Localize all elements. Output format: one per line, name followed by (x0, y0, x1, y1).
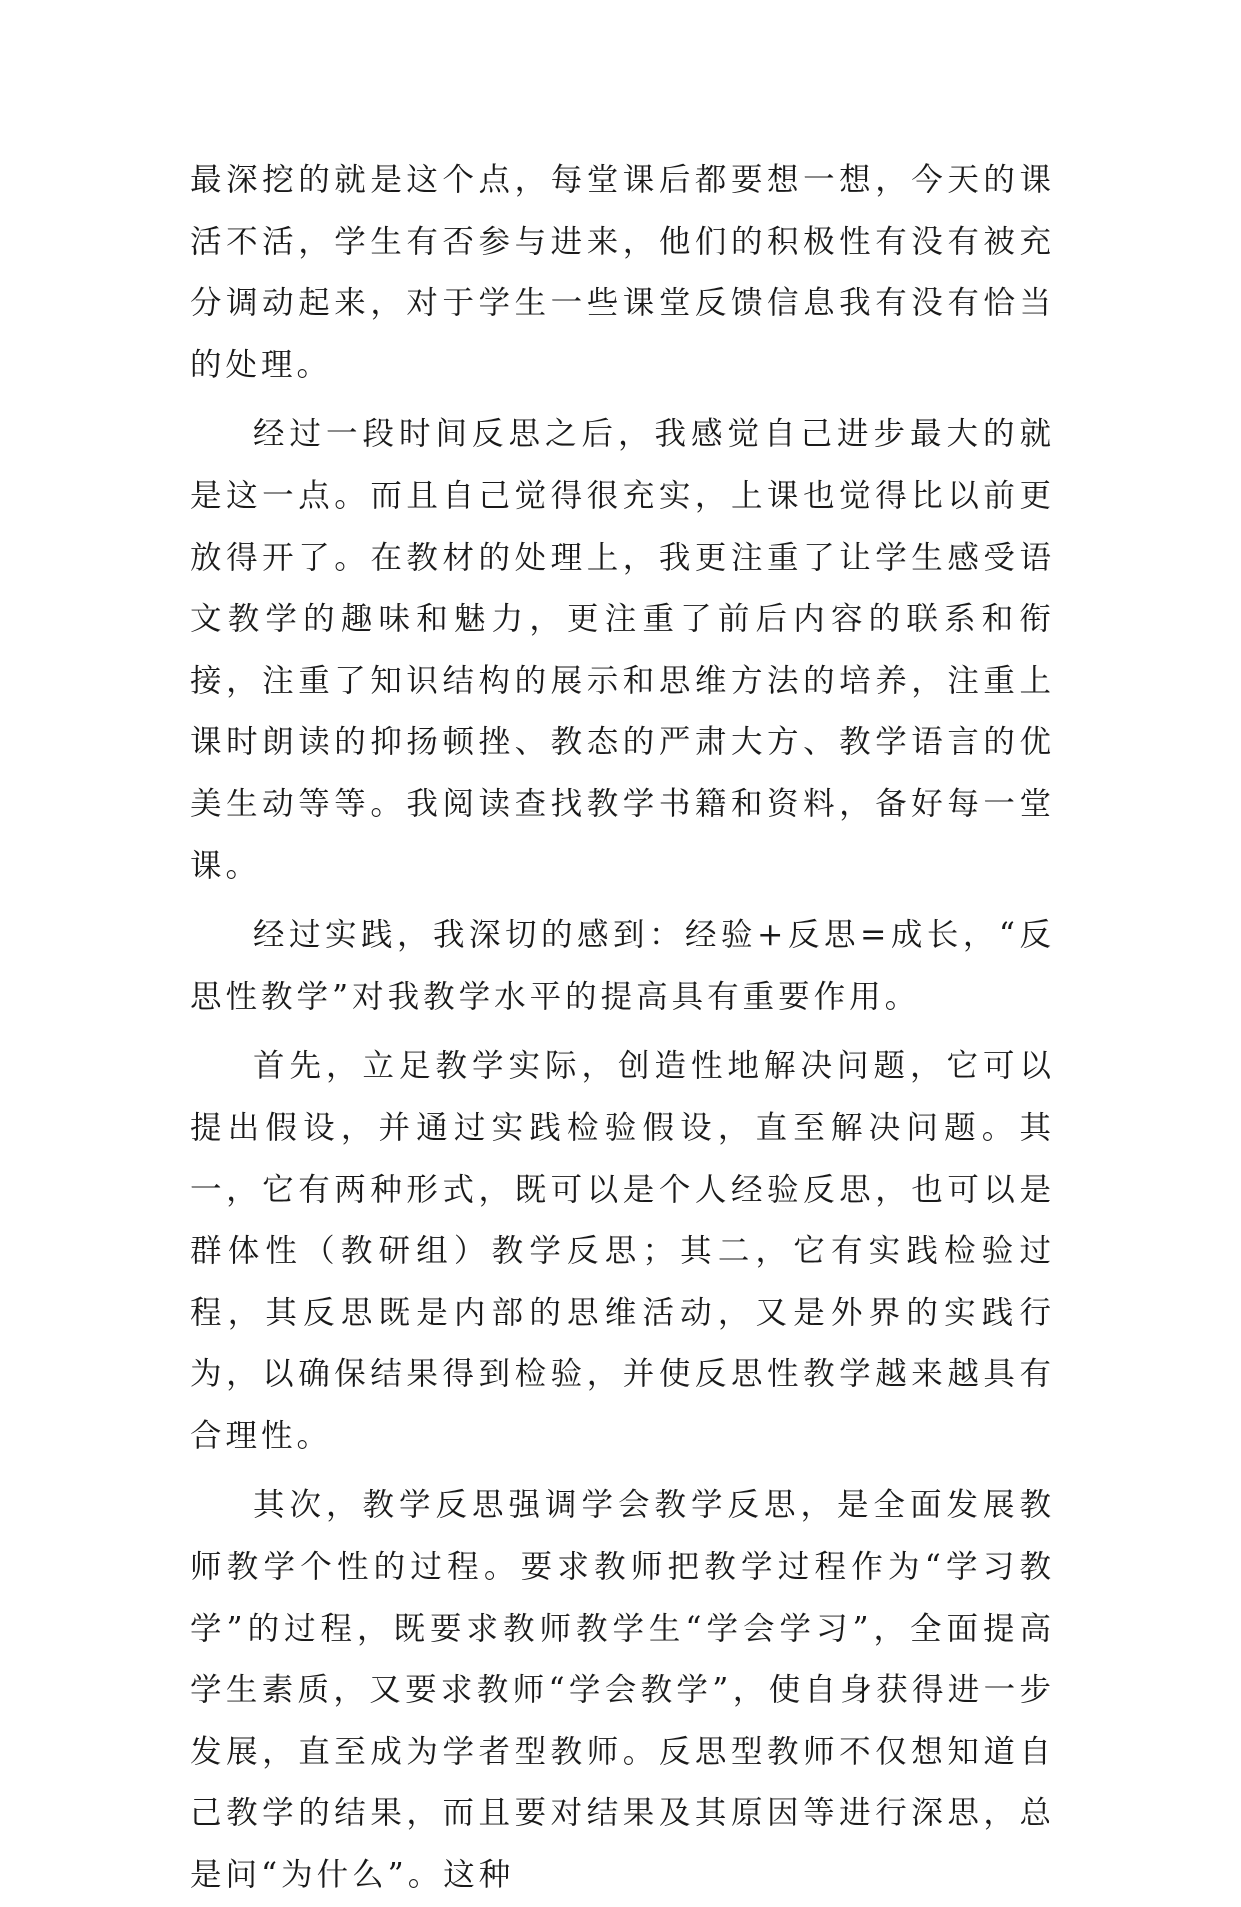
paragraph-second-point: 其次，教学反思强调学会教学反思，是全面发展教师教学个性的过程。要求教师把教学过程作为“学习教学”的过程，既要求教师教学生“学会学习”，全面提高学生素质，又要求教师“学会教学”，使自身获得进一步发展，直至成为学者型教师。反思型教师不仅想知道自己教学的结果，而且要对结果及其原因等进行深思，总是问“为什么”。这种 (190, 1487, 1055, 1894)
paragraph-experience-formula: 经过实践，我深切的感到：经验+反思=成长，“反思性教学”对我教学水平的提高具有重要作用。 (190, 917, 1055, 1015)
paragraph-progress-reflection: 经过一段时间反思之后，我感觉自己进步最大的就是这一点。而且自己觉得很充实，上课也觉得比以前更放得开了。在教材的处理上，我更注重了让学生感受语文教学的趣味和魅力，更注重了前后内容的联系和衔接，注重了知识结构的展示和思维方法的培养，注重上课时朗读的抑扬顿挫、教态的严肃大方、教学语言的优美生动等等。我阅读查找教学书籍和资料，备好每一堂课。 (190, 416, 1055, 884)
body-text (190, 150, 1055, 1907)
paragraph-continuation: 最深挖的就是这个点，每堂课后都要想一想，今天的课活不活，学生有否参与进来，他们的积极性有没有被充分调动起来，对于学生一些课堂反馈信息我有没有恰当的处理。 (190, 162, 1055, 383)
paragraph-first-point: 首先，立足教学实际，创造性地解决问题，它可以提出假设，并通过实践检验假设，直至解决问题。其一，它有两种形式，既可以是个人经验反思，也可以是群体性（教研组）教学反思；其二，它有实践检验过程，其反思既是内部的思维活动，又是外界的实践行为，以确保结果得到检验，并使反思性教学越来越具有合理性。 (190, 1048, 1055, 1454)
